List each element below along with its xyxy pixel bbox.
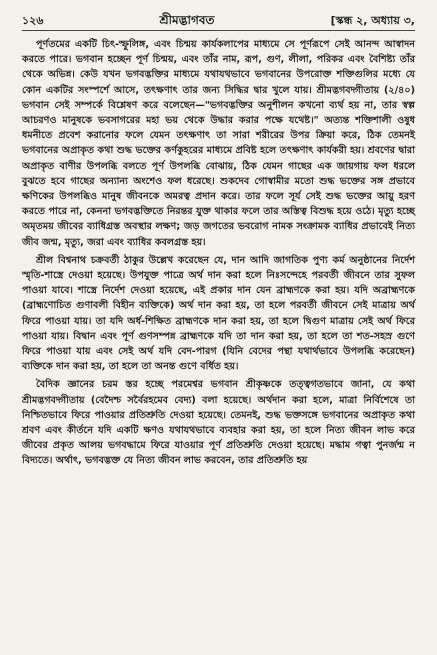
page-header bbox=[22, 12, 415, 31]
page-body bbox=[22, 37, 415, 469]
paragraph: শ্রীল বিশ্বনাথ চক্রবর্তী ঠাকুর উল্লেখ করেছেন যে, দান আদি জাগতিক পুণ্য কর্ম অনুষ্ঠানের নির্দেশ স্মৃতি-শাস্ত্রে দেওয়া হয়েছে। উপযুক্ত পাত্রে অর্থ দান করা হলে নিঃসন্দেহে পরবর্তী জীবনে তার সুফল পাওয়া যাবে। শাস্ত্রে নির্দেশ দেওয়া হয়েছে, এই প্রকার দান যেন ব্রাহ্মণকে করা হয়। যদি অব্রাহ্মণকে (ব্রাহ্মণোচিত গুণাবলী বিহীন ব্যক্তিকে) অর্থ দান করা হয়, তা হলে পরবর্তী জীবনে সেই মাত্রায় অর্থ ফিরে পাওয়া যায়। তা যদি অর্ধ-শিক্ষিত ব্রাহ্মণকে দান করা হয়, তা হলে দ্বিগুণ মাত্রায় সেই অর্থ ফিরে পাওয়া যায়। বিদ্বান এবং পূর্ণ গুণসম্পন্ন ব্রাহ্মণকে যদি তা দান করা হয়, তা হলে তা শত-সহস্র গুণে ফিরে পাওয়া যায় এবং সেই অর্থ যদি বেদ-পারগ (যিনি বেদের পন্থা যথার্থভাবে উপলব্ধি করেছেন) ব্যক্তিকে দান করা হয়, তা হলে তা অনন্ত গুণে বর্ধিত হয়। bbox=[22, 254, 415, 373]
paragraph: পূর্ণতমের একটি চিৎ-স্ফুলিঙ্গ, এবং চিন্ময় কার্যকলাপের মাধ্যমে সে পূর্ণরূপে সেই আনন্দ আস্বাদন করতে পারে। ভগবান হচ্ছেন পূর্ণ চিন্ময়, এবং তাঁর নাম, রূপ, গুণ, লীলা, পরিকর এবং বৈশিষ্ট্য তাঁর থেকে অভিন্ন। কেউ যখন ভগবদ্ভক্তির মাধ্যমে যথাযথভাবে ভগবানের উপরোক্ত শক্তিগুলির মধ্যে যে কোন একটির সংস্পর্শে আসে, তৎক্ষণাৎ তার জন্য সিদ্ধির দ্বার খুলে যায়। শ্রীমদ্ভগবদ্গীতায় (২/৪০) ভগবান সেই সম্পর্কে বিশ্লেষণ করে বলেছেন—"ভগবদ্ভক্তির অনুশীলন কখনো ব্যর্থ হয় না, তার স্বল্প আচরণও মানুষকে ভবসাগরের মহা ভয় থেকে উদ্ধার করার পক্ষে যথেষ্ট।" অত্যন্ত শক্তিশালী ওষুধ ধমনীতে প্রবেশ করানোর ফলে যেমন তৎক্ষণাৎ তা সারা শরীরের উপর ক্রিয়া করে, ঠিক তেমনই ভগবানের অপ্রাকৃত কথা শুদ্ধ ভক্তের কর্ণকুহরের মাধ্যমে প্রবিষ্ট হলে তৎক্ষণাৎ কার্যকরী হয়। শ্রবণের দ্বারা অপ্রাকৃত বাণীর উপলব্ধি বলতে পূর্ণ উপলব্ধি বোঝায়, ঠিক যেমন গাছের এক জায়গায় ফল ধরলে বুঝতে হবে গাছের অন্যান্য অংশেও ফল ধরেছে। শুকদেব গোস্বামীর মতো শুদ্ধ ভক্তের সঙ্গ প্রভাবে ক্ষণিকের উপলব্ধিও মানুষ জীবনকে অমরত্ব প্রদান করে। তার ফলে সূর্য সেই শুদ্ধ ভক্তের আয়ু হরণ করতে পারে না, কেননা ভগবদ্ভক্তিতে নিরন্তর যুক্ত থাকার ফলে তার অস্তিত্ব বিশুদ্ধ হয়ে ওঠে। মৃত্যু হচ্ছে অমৃতময় জীবের ব্যাধিগ্রস্ত অবস্থার লক্ষণ; জড় জগতের ভবরোগ নামক সংক্রামক ব্যাধির প্রভাবেই নিত্য জীব জন্ম, মৃত্যু, জরা এবং ব্যাধির কবলগ্রস্ত হয়। bbox=[22, 39, 415, 248]
page-number: ১২৬ bbox=[22, 14, 44, 27]
section-reference: [স্কন্ধ ২, অধ্যায় ৩, bbox=[330, 14, 415, 27]
book-title: শ্রীমদ্ভাগবত bbox=[159, 13, 215, 27]
paragraph: বৈদিক জ্ঞানের চরম স্তর হচ্ছে পরমেশ্বর ভগবান শ্রীকৃষ্ণকে তত্ত্বগতভাবে জানা, যে কথা শ্রীমদ্ভগবদ্গীতায় (বেদৈশ্চ সর্বৈরহমেব বেদ্য) বলা হয়েছে। অর্থদান করা হলে, মাত্রা নির্বিশেষে তা নিশ্চিতভাবে ফিরে পাওয়ার প্রতিশ্রুতি দেওয়া হয়েছে। তেমনই, শুদ্ধ ভক্তসঙ্গে ভগবানের অপ্রাকৃত কথা শ্রবণ এবং কীর্তনে যদি একটি ক্ষণও যথাযথভাবে ব্যবহার করা হয়, তা হলে নিত্য জীবন লাভ করে জীবের প্রকৃত আলয় ভগবদ্ধামে ফিরে যাওয়ার পূর্ণ প্রতিশ্রুতি দেওয়া হয়েছে। মদ্ধাম গত্বা পুনর্জন্ম ন বিদ্যতে। অর্থাৎ, ভগবদ্ভক্ত যে নিত্য জীবন লাভ করবেন, তার প্রতিশ্রুতি হয় bbox=[22, 379, 415, 467]
